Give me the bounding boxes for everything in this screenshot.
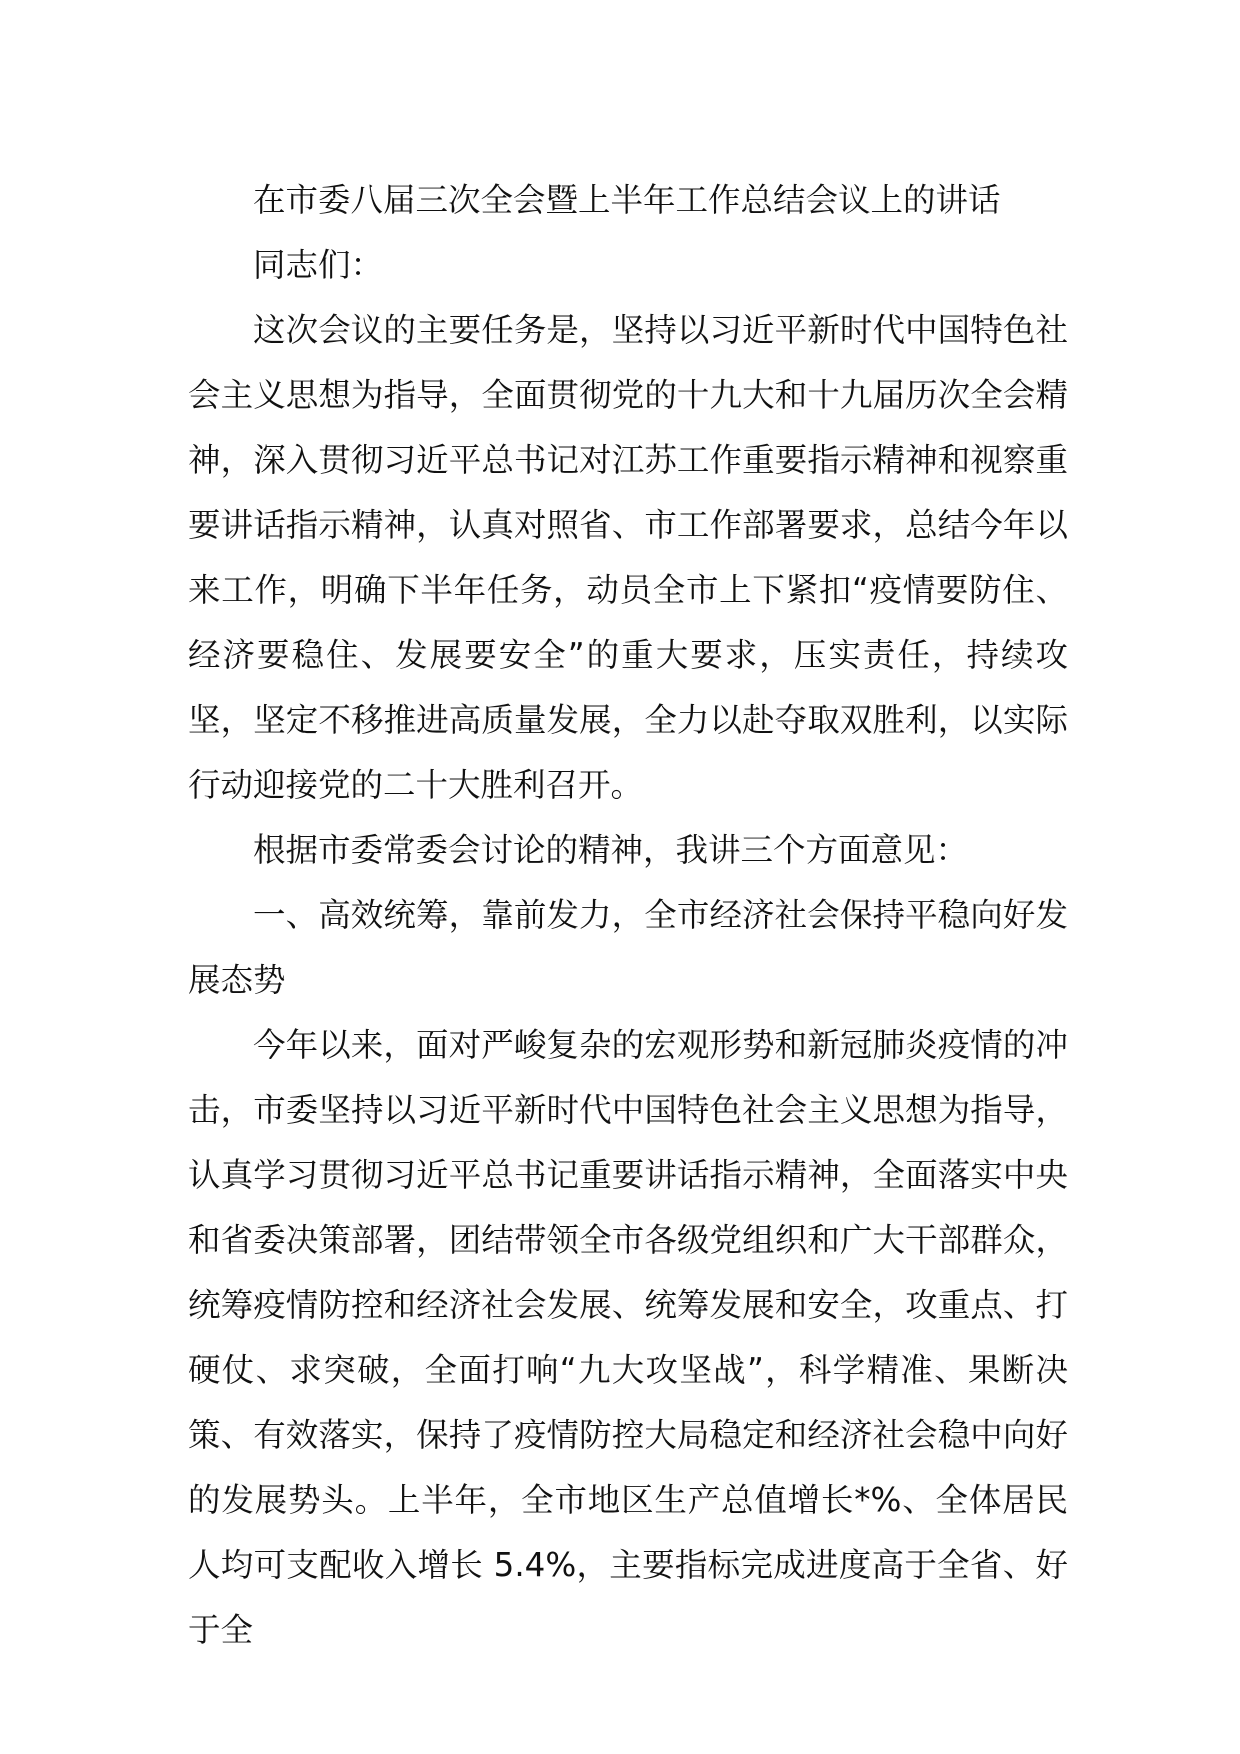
paragraph-outline: 根据市委常委会讨论的精神，我讲三个方面意见：: [253, 831, 969, 869]
speech-title: 在市委八届三次全会暨上半年工作总结会议上的讲话: [253, 181, 1001, 219]
section-heading-1: 一、高效统筹，靠前发力，全市经济社会保持平稳向好发展态势: [188, 896, 1068, 999]
paragraph-intro: 这次会议的主要任务是，坚持以习近平新时代中国特色社会主义思想为指导，全面贯彻党的十九大和十九届历次全会精神，深入贯彻习近平总书记对江苏工作重要指示精神和视察重要讲话指示精神，认真对照省、市工作部署要求，总结今年以来工作，明确下半年任务，动员全市上下紧扣“疫情要防住、经济要稳住、发展要安全”的重大要求，压实责任，持续攻坚，坚定不移推进高质量发展，全力以赴夺取双胜利，以实际行动迎接党的二十大胜利召开。: [188, 311, 1068, 804]
paragraph-section-1-body: 今年以来，面对严峻复杂的宏观形势和新冠肺炎疫情的冲击，市委坚持以习近平新时代中国特色社会主义思想为指导，认真学习贯彻习近平总书记重要讲话指示精神，全面落实中央和省委决策部署，团结带领全市各级党组织和广大干部群众，统筹疫情防控和经济社会发展、统筹发展和安全，攻重点、打硬仗、求突破，全面打响“九大攻坚战”，科学精准、果断决策、有效落实，保持了疫情防控大局稳定和经济社会稳中向好的发展势头。上半年，全市地区生产总值增长*%、全体居民人均可支配收入增长 5.4%，主要指标完成进度高于全省、好于全: [188, 1026, 1068, 1649]
document-page: [188, 168, 1068, 1663]
salutation: 同志们：: [253, 246, 384, 284]
